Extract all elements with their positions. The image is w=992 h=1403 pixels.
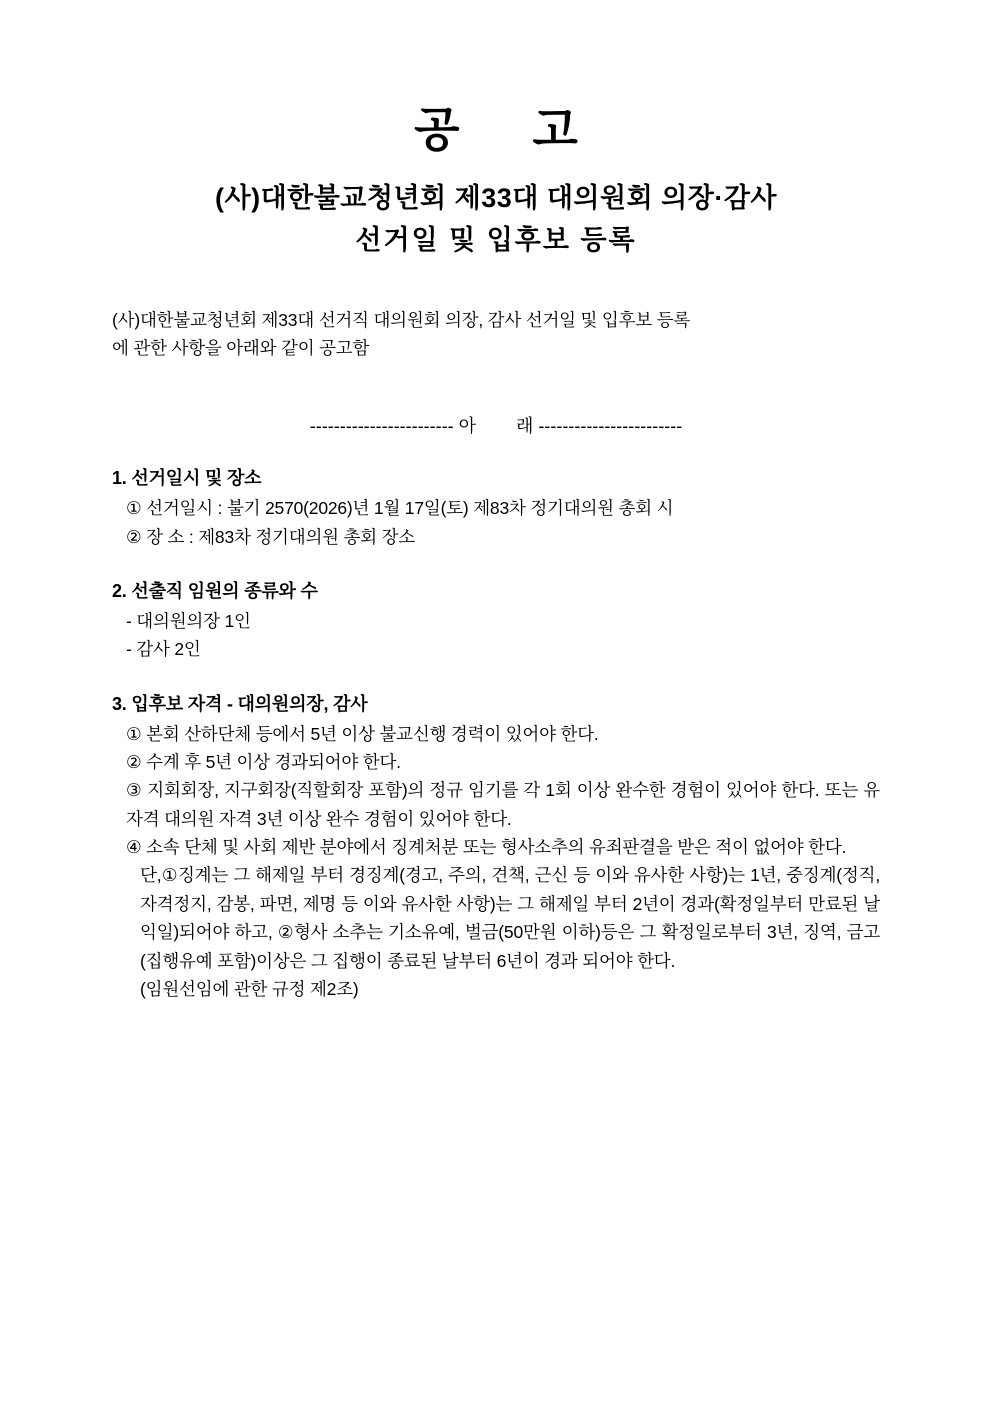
section-item: ① 선거일시 : 불기 2570(2026)년 1월 17일(토) 제83차 정기대의원 총회 시 (126, 498, 674, 519)
section-item: ③ 지회회장, 지구회장(직할회장 포함)의 정규 임기를 각 1회 이상 완수한 경험이 있어야 한다. 또는 유자격 대의원 자격 3년 이상 완수 경험이 있어야 한다. (126, 780, 880, 829)
section-reference: (임원선임에 관한 규정 제2조) (140, 978, 359, 999)
section-candidate-qualifications (112, 690, 880, 1003)
section-item: ② 장 소 : 제83차 정기대의원 총회 장소 (126, 526, 416, 547)
section-item: - 감사 2인 (126, 639, 201, 660)
section-item: ④ 소속 단체 및 사회 제반 분야에서 징계처분 또는 형사소추의 유죄판결을 받은 적이 없어야 한다. (126, 837, 847, 858)
section-heading: 1. 선거일시 및 장소 (112, 468, 262, 489)
subtitle-line-2: 선거일 및 입후보 등록 (355, 224, 637, 255)
section-item: ① 본회 산하단체 등에서 5년 이상 불교신행 경력이 있어야 한다. (126, 723, 599, 744)
section-note: 단,①징계는 그 해제일 부터 경징계(경고, 주의, 견책, 근신 등 이와 유사한 사항)는 1년, 중징계(정직, 자격정지, 감봉, 파면, 제명 등 이와 유사한 사항)는 그 해제일 부터 2년이 경과(확정일부터 만료된 날 익일)되어야 하고, ②형사 소추는 기소유예, 벌금(50만원 이하)등은 그 확정일로부터 3년, 징역, 금고(집행유예 포함)이상은 그 집행이 종료된 날부터 6년이 경과 되어야 한다. (140, 865, 880, 971)
section-item: ② 수계 후 5년 이상 경과되어야 한다. (126, 752, 401, 773)
section-heading: 3. 입후보 자격 - 대의원의장, 감사 (112, 693, 368, 714)
document-subtitle (112, 178, 880, 262)
arae-divider: ------------------------ 아 래 ------------------------ (309, 416, 683, 437)
subtitle-line-1: (사)대한불교청년회 제33대 대의원회 의장·감사 (215, 182, 777, 213)
intro-paragraph (112, 306, 880, 362)
section-election-datetime (112, 464, 880, 551)
section-heading: 2. 선출직 임원의 종류와 수 (112, 581, 318, 602)
section-item: - 대의원의장 1인 (126, 611, 251, 632)
document-title: 공 고 (414, 103, 608, 156)
intro-line-2: 에 관한 사항을 아래와 같이 공고함 (112, 338, 370, 359)
section-officer-types (112, 577, 880, 664)
intro-line-1: (사)대한불교청년회 제33대 선거직 대의원회 의장, 감사 선거일 및 입후보 등록 (112, 310, 691, 331)
